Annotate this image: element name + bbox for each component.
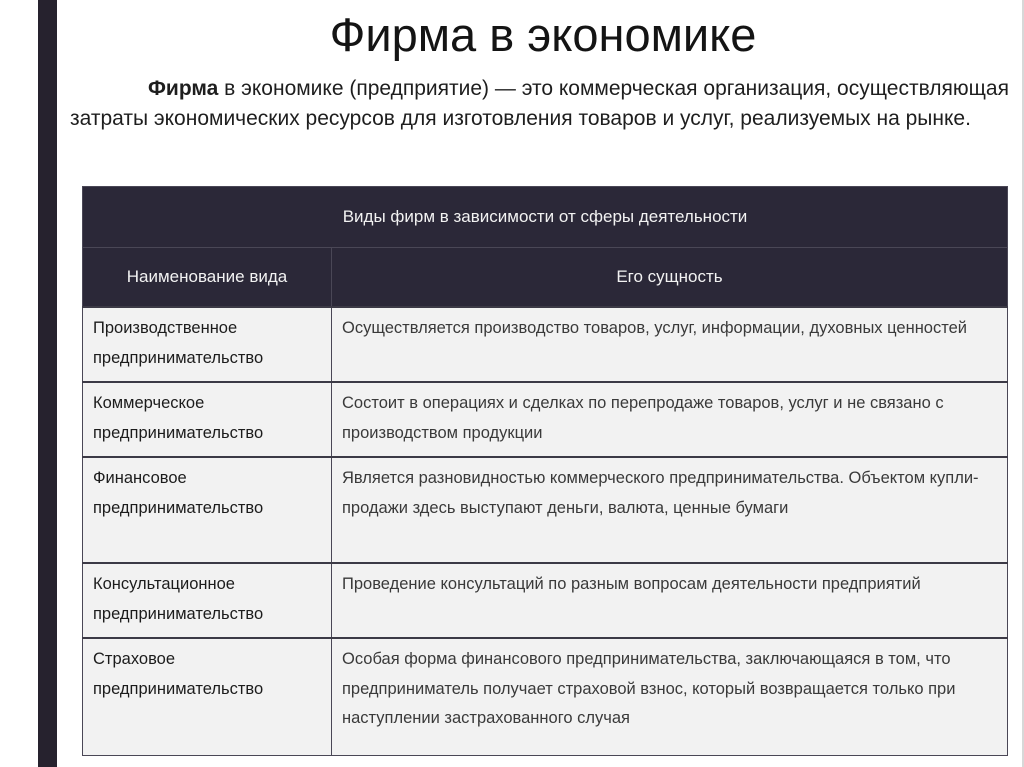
table-header-row [83,248,1008,308]
intro-term: Фирма [148,77,219,100]
firm-types-table [82,186,1008,756]
slide-title: Фирма в экономике [329,8,757,61]
table-caption-row [83,187,1008,248]
table-row [83,457,1008,563]
firm-type-description: Проведение консультаций по разным вопросам деятельности предприятий [332,563,1008,638]
firm-type-name: Производственное предпринимательство [83,307,332,382]
firm-type-name: Страховое предпринимательство [83,638,332,755]
intro-paragraph [70,74,1010,134]
firm-type-description: Состоит в операциях и сделках по перепродаже товаров, услуг и не связано с производством продукции [332,382,1008,457]
firm-type-description: Является разновидностью коммерческого предпринимательства. Объектом купли-продажи здесь выступают деньги, валюта, ценные бумаги [332,457,1008,563]
column-header-essence: Его сущность [332,248,1008,308]
table-row [83,307,1008,382]
table-row [83,638,1008,755]
table-caption: Виды фирм в зависимости от сферы деятельности [83,187,1008,248]
firm-type-name: Коммерческое предпринимательство [83,382,332,457]
firm-type-description: Особая форма финансового предпринимательства, заключающаяся в том, что предприниматель получает страховой взнос, который возвращается только при наступлении застрахованного случая [332,638,1008,755]
firm-type-name: Финансовое предпринимательство [83,457,332,563]
slide-left-accent-bar [38,0,57,767]
column-header-name: Наименование вида [83,248,332,308]
table-row [83,382,1008,457]
table-row [83,563,1008,638]
firm-type-description: Осуществляется производство товаров, услуг, информации, духовных ценностей [332,307,1008,382]
firm-type-name: Консультационное предпринимательство [83,563,332,638]
intro-definition: в экономике (предприятие) — это коммерческая организация, осуществляющая затраты экономических ресурсов для изготовления товаров и услуг, реализуемых на рынке. [70,77,1009,130]
